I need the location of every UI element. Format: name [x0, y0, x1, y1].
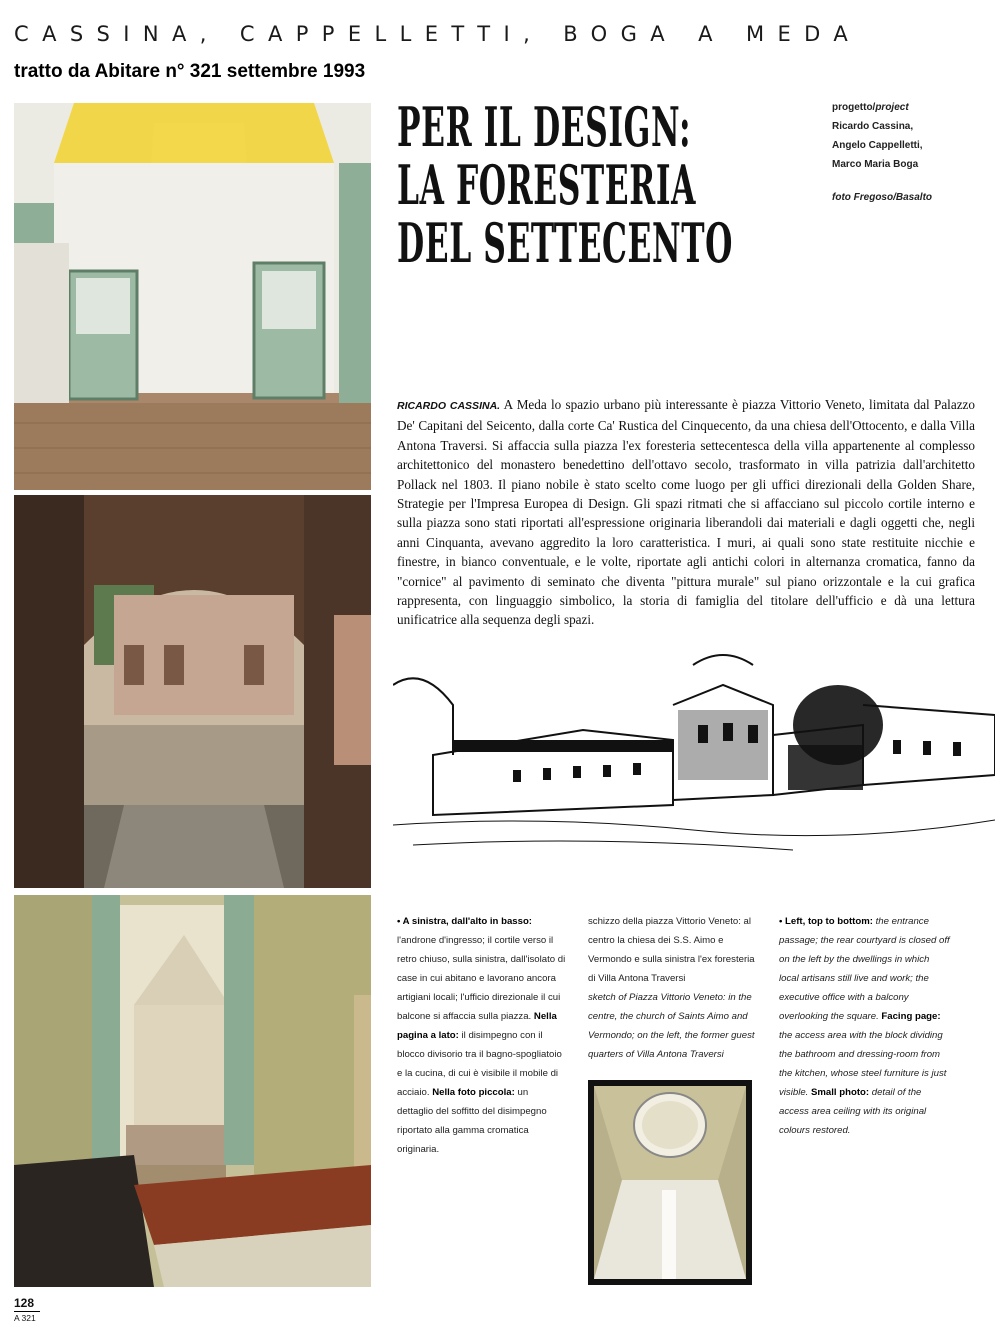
article-body — [397, 395, 975, 630]
photo-ceiling-detail — [588, 1080, 752, 1285]
title-line-3: DEL SETTECENTO — [397, 211, 733, 275]
sketch-piazza — [393, 645, 995, 870]
issue-number: A 321 — [14, 1313, 36, 1323]
photo-office-balcony — [14, 895, 371, 1287]
credits-label — [832, 98, 982, 117]
article-title — [397, 95, 733, 275]
caption-it-heading-1: • A sinistra, dall'alto in basso: — [397, 916, 533, 927]
page-number: 128 — [14, 1296, 35, 1310]
article-lead: RICARDO CASSINA. — [397, 400, 501, 412]
credit-name-1: Ricardo Cassina, — [832, 121, 914, 132]
photo-entrance-room — [14, 103, 371, 490]
caption-en-text-3: detail of the access area ceiling with its original colours restored. — [779, 1087, 927, 1136]
caption-sketch — [588, 912, 763, 1064]
header-source: tratto da Abitare n° 321 settembre 1993 — [14, 61, 366, 82]
credit-name-3: Marco Maria Boga — [832, 159, 919, 170]
caption-it-heading-3: Nella foto piccola: — [429, 1087, 515, 1098]
caption-en-text-2: the access area with the block dividing the bathroom and dressing-room from the kitchen, whose steel furniture is just visible. — [779, 1030, 947, 1098]
credit-name-2: Angelo Cappelletti, — [832, 140, 923, 151]
title-line-1: PER IL DESIGN: — [397, 95, 692, 159]
caption-sketch-en: sketch of Piazza Vittorio Veneto: in the centre, the church of Saints Aimo and Vermondo; on the left, the former guest quarters of Villa Antona Traversi — [588, 992, 755, 1060]
title-line-2: LA FORESTERIA — [397, 153, 696, 217]
photo-credit: foto Fregoso/Basalto — [832, 192, 933, 203]
caption-en-heading-2: Facing page: — [878, 1011, 941, 1022]
caption-it-text-1: l'androne d'ingresso; il cortile verso il retro chiuso, sulla sinistra, dall'isolato di case in cui abitano e lavorano ancora artigiani locali; l'ufficio direzionale il cui balcone si affaccia sulla piazza. — [397, 935, 566, 1022]
caption-en-text-1: the entrance passage; the rear courtyard is closed off on the left by the dwellings in which local artisans still live and work; the executive office with a balcony overlooking the square. — [779, 916, 950, 1022]
header-authors: CASSINA, CAPPELLETTI, BOGA A MEDA — [14, 22, 862, 46]
photo-courtyard-arch — [14, 495, 371, 888]
article-text: A Meda lo spazio urbano più interessante è piazza Vittorio Veneto, limitata dal Palazzo De' Capitani del Seicento, dalla corte Ca' Rustica del Cinquecento, da una chiesa dell'Ottocento, e dalla Villa Antona Traversi. Si affaccia sulla piazza l'ex foresteria settecentesca della villa appartenente al complesso architettonico del monastero benedettino dell'ottavo secolo, trasformato in villa patrizia dall'architetto Pollack nel 1803. Il piano nobile è stato scelto come luogo per gli uffici direzionali della Golden Share, Strategie per l'Impresa Europea di Design. Gli spazi ritmati che si affacciano sul piccolo cortile interno e sulla piazza sono stati riportati all'espressione originaria liberandoli dai materiali e dagli oggetti che, negli anni Cinquanta, avevano aggredito la loro caratteristica. I muri, ai quali sono state restituite nicchie e finestre, in bianco conventuale, e le volte, riportate agli antichi colori in alternanza cromatica, fanno da "cornice" al pavimento di seminato che diventa "pittura murale" sul piano orizzontale e la cui grafica rappresenta, con linguaggio simbolico, la storia di famiglia del titolare dell'ufficio e dà una lettura unificatrice alla sequenza degli spazi. — [397, 397, 976, 628]
caption-italian — [397, 912, 567, 1159]
credits-label-it: progetto/ — [832, 102, 876, 113]
project-credits — [832, 98, 982, 207]
page-rule — [14, 1311, 40, 1312]
credits-label-en: project — [875, 102, 909, 113]
caption-en-heading-1: • Left, top to bottom: — [779, 916, 873, 927]
caption-it-text-3: un dettaglio del soffitto del disimpegno riportato alla gamma cromatica originaria. — [397, 1087, 547, 1155]
caption-it-heading-2: Nella pagina a lato: — [397, 1011, 557, 1041]
caption-english — [779, 912, 951, 1140]
caption-sketch-it: schizzo della piazza Vittorio Veneto: al centro la chiesa dei S.S. Aimo e Vermondo e sulla sinistra l'ex foresteria di Villa Antona Traversi — [588, 916, 755, 984]
caption-en-heading-3: Small photo: — [808, 1087, 870, 1098]
caption-it-text-2: il disimpegno con il blocco divisorio tra il bagno-spogliatoio e la cucina, di cui è visibile il mobile di acciaio. — [397, 1030, 562, 1098]
